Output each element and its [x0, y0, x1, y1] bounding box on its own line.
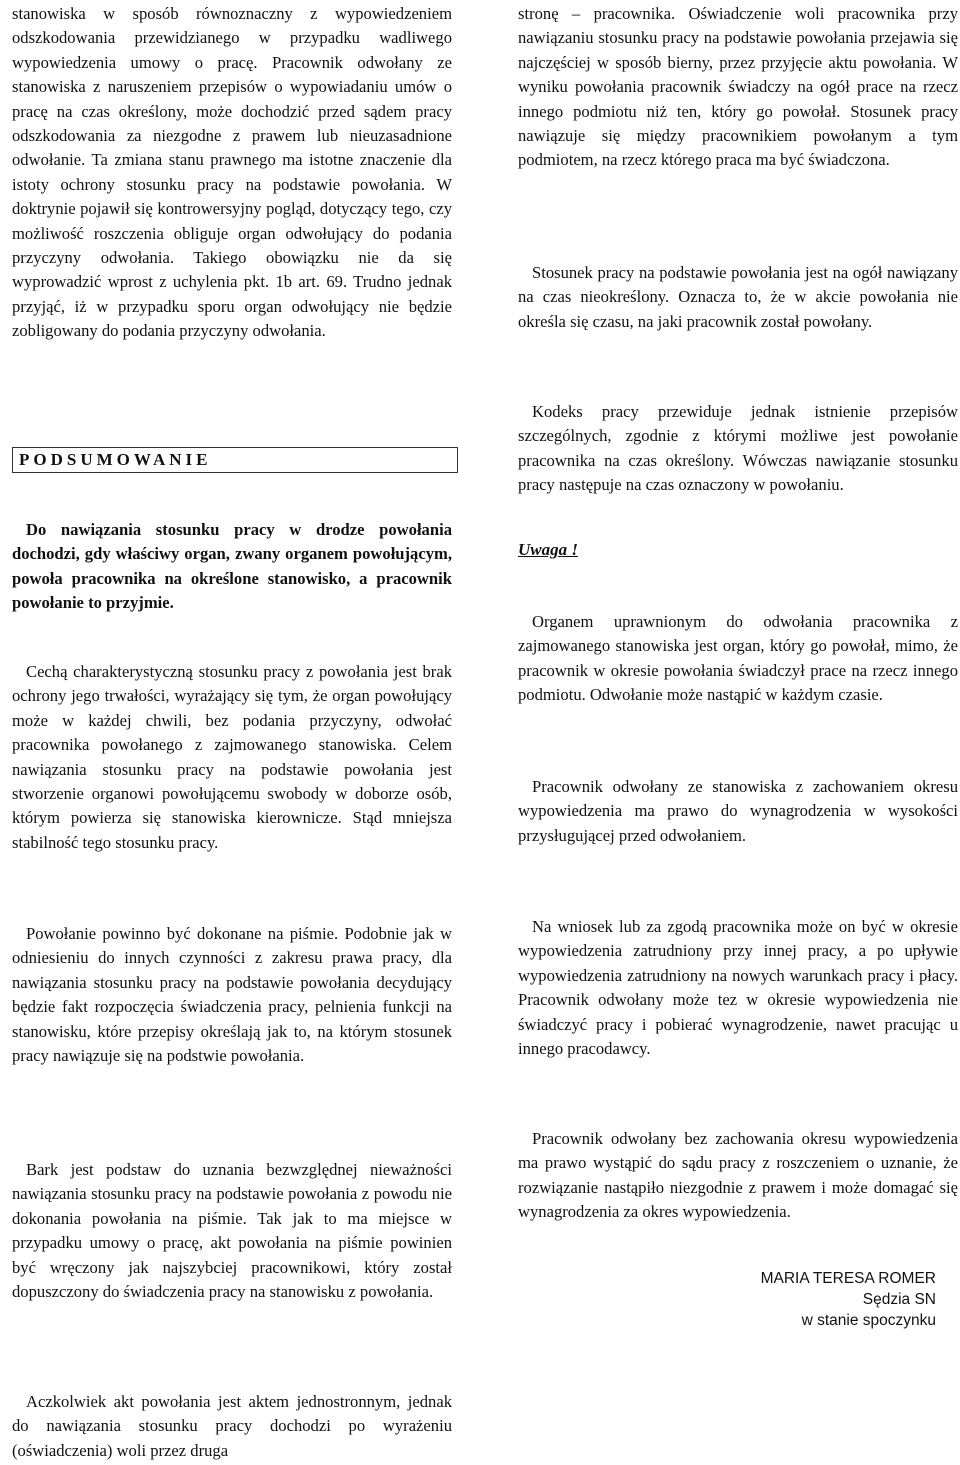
- paragraph-oswiadczenie-woli: stronę – pracownika. Oświadczenie woli pracownika przy nawiązaniu stosunku pracy na podstawie powołania przejawia się najczęściej w sposób bierny, przez przyjęcie aktu powołania. W wyniku powołania pracownik świadczy na ogół prace na rzecz innego podmiotu niż ten, który go powołał. Stosunek pracy nawiązuje się między pracownikiem powołanym a tym podmiotem, na rzecz którego praca ma być świadczona.: [518, 4, 958, 170]
- paragraph-niewaznosc: Bark jest podstaw do uznania bezwzględnej nieważności nawiązania stosunku pracy na podstawie powołania z powodu nie dokonania powołania na piśmie. Tak jak to ma miejsce w przypadku umowy o pracę, akt powołania na piśmie powinien być wręczony jak najszybciej pracownikowi, który został dopuszczony do świadczenia pracy na stanowisku z powołania.: [12, 1160, 452, 1302]
- paragraph-organ-odwolujacy: Organem uprawnionym do odwołania pracownika z zajmowanego stanowiska jest organ, który go powołał, mimo, że pracownik w okresie powołania świadczył prace na rzecz innego podmiotu. Odwołanie może nastąpić w każdym czasie.: [518, 612, 958, 705]
- paragraph-czas-nieokreslony: Stosunek pracy na podstawie powołania jest na ogół nawiązany na czas nieokreślony. Oznacza to, że w akcie powołania nie określa się czasu, na jaki pracownik został powołany.: [518, 263, 958, 331]
- paragraph-wynagrodzenie: Pracownik odwołany ze stanowiska z zachowaniem okresu wypowiedzenia ma prawo do wynagrodzenia w wysokości przysługującej przed odwołaniem.: [518, 777, 958, 845]
- paragraph-brak-ochrony: Cechą charakterystyczną stosunku pracy z powołania jest brak ochrony jego trwałości, wyrażający się tym, że organ powołujący może w każdej chwili, bez podania przyczyny, odwołać pracownika powołanego z zajmowanego stanowiska. Celem nawiązania stosunku pracy na podstawie powołania jest stworzenie organowi powołującemu swobody w doborze osób, którym powierza się stanowiska kierownicze. Stąd mniejsza stabilność tego stosunku pracy.: [12, 662, 452, 852]
- signature-status: w stanie spoczynku: [801, 1312, 936, 1329]
- paragraph-odszkodowanie: stanowiska w sposób równoznaczny z wypowiedzeniem odszkodowania przewidzianego w przypadku wadliwego wypowiedzenia umowy o pracę. Pracownik odwołany ze stanowiska z naruszeniem przepisów o wypowiadaniu umów o pracę na czas określony, może dochodzić przed sądem pracy odszkodowania za niezgodne z prawem lub nieuzasadnione odwołanie. Ta zmiana stanu prawnego ma istotne znaczenie dla istoty ochrony stosunku pracy na podstawie powołania. W doktrynie pojawił się kontrowersyjny pogląd, dotyczący tego, czy możliwość roszczenia obliguje organ odwołujący do podania przyczyny odwołania. Takiego obowiązku nie da się wyprowadzić wprost z uchylenia pkt. 1b art. 69. Trudno jednak przyjąć, iż w przypadku sporu organ odwołujący nie będzie zobligowany do podania przyczyny odwołania.: [12, 4, 452, 341]
- paragraph-akt-jednostronny: Aczkolwiek akt powołania jest aktem jednostronnym, jednak do nawiązania stosunku pracy dochodzi po wyrażeniu (oświadczenia) woli przez druga: [12, 1392, 452, 1460]
- paragraph-okres-wypowiedzenia: Na wniosek lub za zgodą pracownika może on być w okresie wypowiedzenia zatrudniony przy innej pracy, a po upływie wypowiedzenia zatrudniony na nowych warunkach pracy i płacy. Pracownik odwołany może tez w okresie wypowiedzenia nie świadczyć pracy i pobierać wynagrodzenie, nawet pracując u innego pracodawcy.: [518, 917, 958, 1059]
- paragraph-summary-definition: Do nawiązania stosunku pracy w drodze powołania dochodzi, gdy właściwy organ, zwany organem powołującym, powoła pracownika na określone stanowisko, a pracownik powołanie to przyjmie.: [12, 520, 452, 613]
- note-label: Uwaga !: [518, 540, 578, 559]
- paragraph-roszczenie: Pracownik odwołany bez zachowania okresu wypowiedzenia ma prawo wystąpić do sądu pracy z roszczeniem o uznanie, że rozwiązanie nastąpiło niezgodnie z prawem i może domagać się wynagrodzenia za okres wypowiedzenia.: [518, 1129, 958, 1222]
- paragraph-forma-pisemna: Powołanie powinno być dokonane na piśmie. Podobnie jak w odniesieniu do innych czynności z zakresu prawa pracy, dla nawiązania stosunku pracy na podstawie powołania decydujący będzie fakt rozpoczęcia świadczenia pracy, pelnienia funkcji na stanowisku, które przepisy określają jak to, na którym stosunek pracy nawiązuje się na podstwie powołania.: [12, 924, 452, 1066]
- summary-heading: PODSUMOWANIE: [12, 447, 458, 473]
- signature-title: Sędzia SN: [862, 1291, 936, 1308]
- note-row: [518, 540, 958, 560]
- signature-block: [761, 1268, 936, 1331]
- signature-name: MARIA TERESA ROMER: [760, 1270, 936, 1287]
- paragraph-czas-okreslony: Kodeks pracy przewiduje jednak istnienie przepisów szczególnych, zgodnie z którymi możliwe jest powołanie pracownika na czas określony. Wówczas nawiązanie stosunku pracy następuje na czas oznaczony w powołaniu.: [518, 402, 958, 495]
